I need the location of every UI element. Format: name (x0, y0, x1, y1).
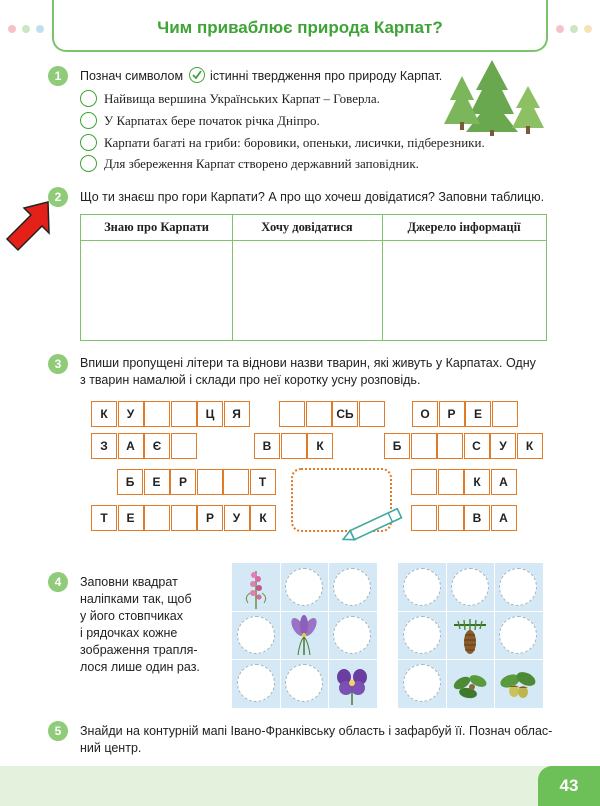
letter-box: К (250, 505, 276, 531)
task3-line-1: Впиши пропущені літери та віднови назви тварин, які живуть у Карпатах. Одну (80, 356, 536, 370)
letter-box: К (91, 401, 117, 427)
letter-box-empty[interactable] (411, 433, 437, 459)
letter-box: В (464, 505, 490, 531)
table-header-want: Хочу довідатися (261, 220, 353, 234)
statement-text: У Карпатах бере початок річка Дніпро. (104, 113, 320, 128)
sticker-slot[interactable] (328, 563, 376, 611)
letter-box-empty[interactable] (492, 401, 518, 427)
letter-box: Р (439, 401, 465, 427)
letter-box-empty[interactable] (306, 401, 332, 427)
task1-text-after: істинні твердження про природу Карпат. (210, 69, 443, 83)
table-column-divider (232, 215, 233, 340)
letter-box-empty[interactable] (437, 433, 463, 459)
sticker-slot[interactable] (398, 611, 446, 659)
check-symbol-icon (189, 67, 205, 83)
task-number-2: 2 (48, 187, 68, 207)
pencil-icon (338, 508, 410, 542)
answer-circle[interactable] (80, 90, 97, 107)
letter-box-empty[interactable] (359, 401, 385, 427)
letter-box: Є (144, 433, 170, 459)
crocus-flower-icon (280, 611, 328, 659)
table-column-divider (382, 215, 383, 340)
header-tab (52, 0, 548, 52)
letter-box: У (224, 505, 250, 531)
letter-box: К (517, 433, 543, 459)
task4-line-4: і рядочках кожне (80, 626, 178, 640)
letter-box: С (464, 433, 490, 459)
task4-line-6: лося лише один раз. (80, 660, 200, 674)
violet-flower-icon (328, 659, 376, 707)
letter-box: СЬ (332, 401, 358, 427)
red-arrow-icon (4, 198, 54, 256)
letter-box-empty[interactable] (411, 505, 437, 531)
sticker-grid-trees (398, 563, 543, 708)
letter-box: К (307, 433, 333, 459)
fir-trees-illustration (440, 56, 550, 136)
table-header-know: Знаю про Карпати (104, 220, 209, 234)
letter-box: Е (118, 505, 144, 531)
sticker-slot[interactable] (494, 563, 542, 611)
oak-acorns-icon (494, 659, 542, 707)
sticker-cell-violet (328, 659, 376, 707)
sticker-cell-beech-leaves (446, 659, 494, 707)
letter-box: А (491, 469, 517, 495)
kwl-table (80, 214, 547, 341)
task-number-3: 3 (48, 354, 68, 374)
sticker-cell-heather (232, 563, 280, 611)
table-header-source: Джерело інформації (407, 220, 521, 234)
sticker-slot[interactable] (280, 563, 328, 611)
letter-box: Е (144, 469, 170, 495)
letter-box-empty[interactable] (171, 433, 197, 459)
task4-line-5: зображення трапля- (80, 643, 198, 657)
letter-box: Б (117, 469, 143, 495)
sticker-slot[interactable] (280, 659, 328, 707)
task5-line-1: Знайди на контурній мапі Івано-Франківську область і зафарбуй її. Познач облас- (80, 724, 553, 738)
task1-instruction (80, 67, 442, 85)
letter-box: Я (224, 401, 250, 427)
letter-box: Б (384, 433, 410, 459)
letter-box: Р (197, 505, 223, 531)
letter-box: А (491, 505, 517, 531)
sticker-slot[interactable] (398, 563, 446, 611)
sticker-slot[interactable] (446, 563, 494, 611)
sticker-grid-flowers (232, 563, 377, 708)
page-title: Чим приваблює природа Карпат? (157, 18, 443, 37)
letter-box: Ц (197, 401, 223, 427)
letter-box-empty[interactable] (223, 469, 249, 495)
letter-box-empty[interactable] (144, 401, 170, 427)
task-number-4: 4 (48, 572, 68, 592)
sticker-cell-crocus (280, 611, 328, 659)
letter-box-empty[interactable] (171, 505, 197, 531)
letter-box: У (118, 401, 144, 427)
task4-line-1: Заповни квадрат (80, 575, 178, 589)
answer-circle[interactable] (80, 112, 97, 129)
letter-box: В (254, 433, 280, 459)
letter-box-empty[interactable] (438, 505, 464, 531)
letter-box: К (464, 469, 490, 495)
letter-box-empty[interactable] (281, 433, 307, 459)
task4-line-3: у його стовпчиках (80, 609, 184, 623)
sticker-slot[interactable] (494, 611, 542, 659)
letter-box-empty[interactable] (197, 469, 223, 495)
sticker-slot[interactable] (232, 611, 280, 659)
statement-text: Карпати багаті на гриби: боровики, опеньки, лисички, підберезники. (104, 135, 485, 150)
letter-box-empty[interactable] (438, 469, 464, 495)
letter-box: Т (91, 505, 117, 531)
task4-line-2: наліпками так, щоб (80, 592, 192, 606)
task-number-1: 1 (48, 66, 68, 86)
task1-text-before: Познач символом (80, 69, 184, 83)
letter-box: Т (250, 469, 276, 495)
sticker-slot[interactable] (328, 611, 376, 659)
letter-box-empty[interactable] (171, 401, 197, 427)
sticker-cell-spruce-cone (446, 611, 494, 659)
letter-box: Е (465, 401, 491, 427)
statement-text: Для збереження Карпат створено державний заповідник. (104, 156, 419, 171)
task2-instruction: Що ти знаєш про гори Карпати? А про що хочеш довідатися? Заповни таблицю. (80, 190, 545, 204)
letter-box-empty[interactable] (411, 469, 437, 495)
letter-box: А (118, 433, 144, 459)
letter-box: З (91, 433, 117, 459)
sticker-cell-oak-acorns (494, 659, 542, 707)
beech-leaves-icon (446, 659, 494, 707)
footer-band (0, 766, 600, 806)
page-number: 43 (538, 766, 600, 806)
letter-box-empty[interactable] (144, 505, 170, 531)
sticker-slot[interactable] (398, 659, 446, 707)
answer-circle[interactable] (80, 134, 97, 151)
heather-flower-icon (232, 563, 280, 611)
letter-box: О (412, 401, 438, 427)
table-divider (81, 240, 546, 241)
sticker-slot[interactable] (232, 659, 280, 707)
letter-box: У (490, 433, 516, 459)
letter-box-empty[interactable] (279, 401, 305, 427)
task3-line-2: з тварин намалюй і склади про неї коротку усну розповідь. (80, 373, 421, 387)
task-number-5: 5 (48, 721, 68, 741)
answer-circle[interactable] (80, 155, 97, 172)
letter-box: Р (170, 469, 196, 495)
task5-line-2: ний центр. (80, 741, 142, 755)
statement-text: Найвища вершина Українських Карпат – Говерла. (104, 91, 380, 106)
spruce-cone-icon (446, 611, 494, 659)
